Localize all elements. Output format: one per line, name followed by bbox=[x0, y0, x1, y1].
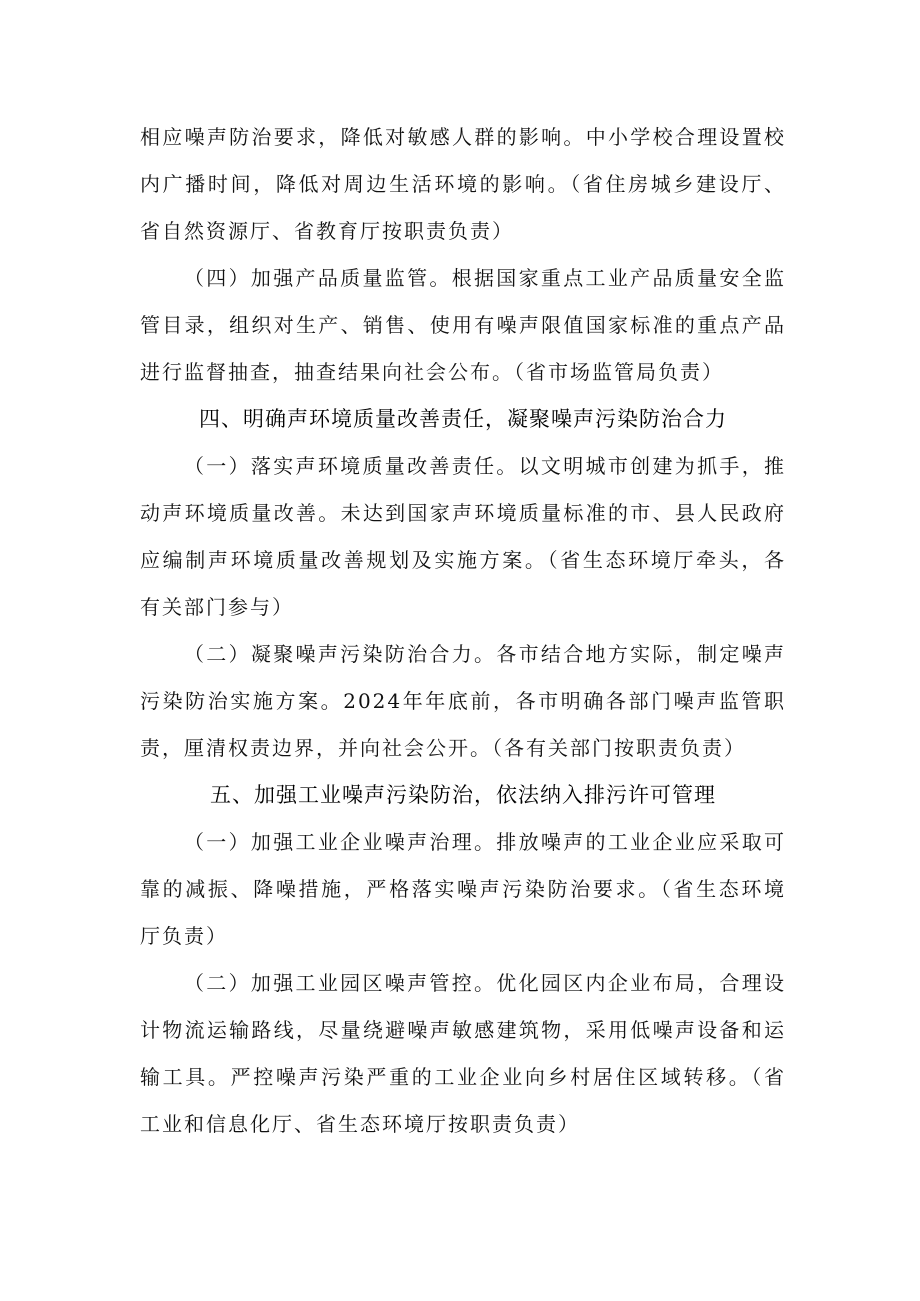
section-heading-five: 五、加强工业噪声污染防治，依法纳入排污许可管理 bbox=[210, 783, 716, 807]
document-page bbox=[140, 114, 786, 1148]
paragraph-product-quality: （四）加强产品质量监管。根据国家重点工业产品质量安全监管目录，组织对生产、销售、使用有噪声限值国家标准的重点产品进行监督抽查，抽查结果向社会公布。（省市场监管局负责） bbox=[140, 266, 786, 384]
section-heading-four: 四、明确声环境质量改善责任，凝聚噪声污染防治合力 bbox=[199, 407, 727, 431]
paragraph-continued: 相应噪声防治要求，降低对敏感人群的影响。中小学校合理设置校内广播时间，降低对周边生活环境的影响。（省住房城乡建设厅、省自然资源厅、省教育厅按职责负责） bbox=[140, 125, 786, 243]
paragraph-joint-effort: （二）凝聚噪声污染防治合力。各市结合地方实际，制定噪声污染防治实施方案。2024年年底前，各市明确各部门噪声监管职责，厘清权责边界，并向社会公开。（各有关部门按职责负责） bbox=[140, 642, 786, 760]
paragraph-responsibility: （一）落实声环境质量改善责任。以文明城市创建为抓手，推动声环境质量改善。未达到国家声环境质量标准的市、县人民政府应编制声环境质量改善规划及实施方案。（省生态环境厅牵头，各有关部门参与） bbox=[140, 454, 786, 619]
paragraph-industrial-enterprise: （一）加强工业企业噪声治理。排放噪声的工业企业应采取可靠的减振、降噪措施，严格落实噪声污染防治要求。（省生态环境厅负责） bbox=[140, 830, 786, 948]
paragraph-industrial-park: （二）加强工业园区噪声管控。优化园区内企业布局，合理设计物流运输路线，尽量绕避噪声敏感建筑物，采用低噪声设备和运输工具。严控噪声污染严重的工业企业向乡村居住区域转移。（省工业和信息化厅、省生态环境厅按职责负责） bbox=[140, 971, 786, 1136]
